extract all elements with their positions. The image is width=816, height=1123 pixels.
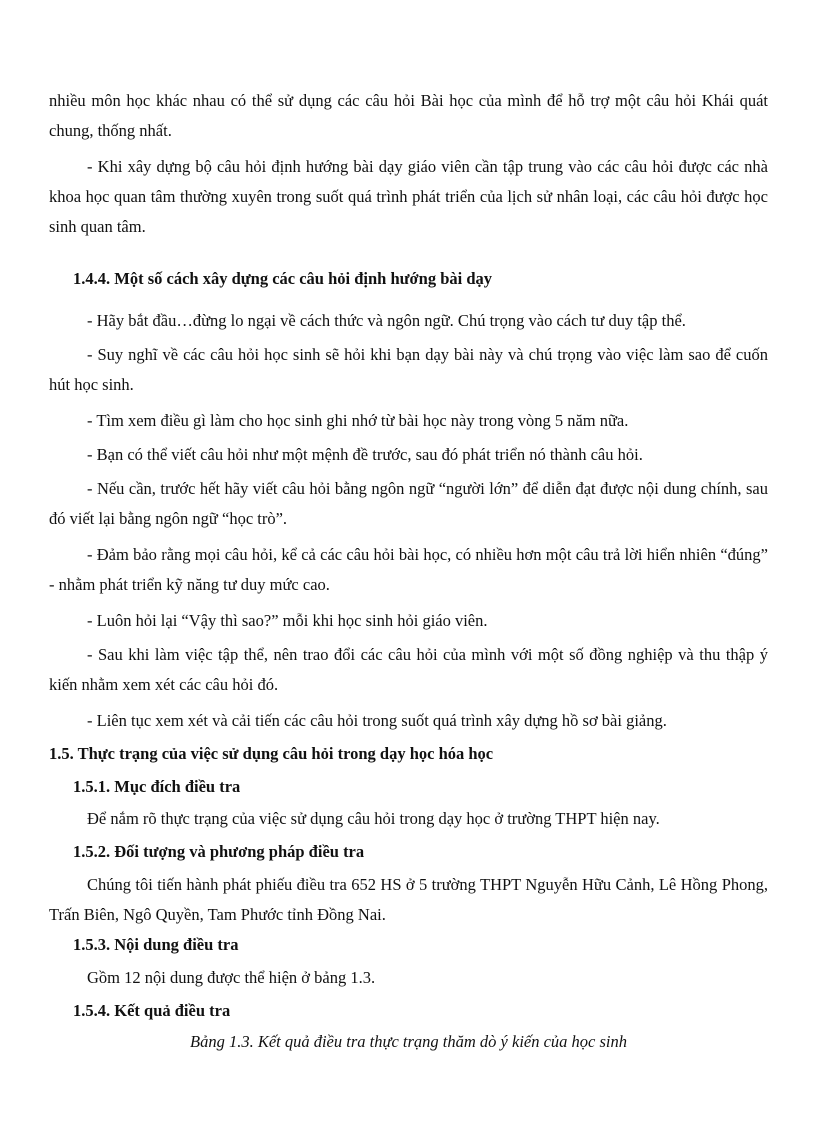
paragraph-subjects: Chúng tôi tiến hành phát phiếu điều tra 652 HS ở 5 trường THPT Nguyễn Hữu Cảnh, Lê Hồng Phong, Trấn Biên, Ngô Quyền, Tam Phước tỉnh Đồng Nai. [49,875,768,924]
heading-1-5-2: 1.5.2. Đối tượng và phương pháp điều tra [73,842,365,861]
heading-1-4-4: 1.4.4. Một số cách xây dựng các câu hỏi định hướng bài dạy [73,269,493,288]
list-item: - Hãy bắt đầu…đừng lo ngại về cách thức và ngôn ngữ. Chú trọng vào cách tư duy tập thể. [87,311,686,330]
table-caption: Bảng 1.3. Kết quả điều tra thực trạng thăm dò ý kiến của học sinh [189,1032,628,1051]
list-item: - Luôn hỏi lại “Vậy thì sao?” mỗi khi học sinh hỏi giáo viên. [87,611,488,630]
paragraph-purpose: Để nắm rõ thực trạng của việc sử dụng câu hỏi trong dạy học ở trường THPT hiện nay. [87,809,660,828]
paragraph-build-questions: - Khi xây dựng bộ câu hỏi định hướng bài dạy giáo viên cần tập trung vào các câu hỏi được các nhà khoa học quan tâm thường xuyên trong suốt quá trình phát triển của lịch sử nhân loại, các câu hỏi được học sinh quan tâm. [49,157,768,236]
list-item: - Nếu cần, trước hết hãy viết câu hỏi bằng ngôn ngữ “người lớn” để diễn đạt được nội dung chính, sau đó viết lại bằng ngôn ngữ “học trò”. [49,479,768,528]
heading-1-5-4: 1.5.4. Kết quả điều tra [73,1001,231,1020]
list-item: - Đảm bảo rằng mọi câu hỏi, kể cả các câu hỏi bài học, có nhiều hơn một câu trả lời hiển nhiên “đúng” - nhằm phát triển kỹ năng tư duy mức cao. [49,545,768,594]
list-item: - Bạn có thể viết câu hỏi như một mệnh đề trước, sau đó phát triển nó thành câu hỏi. [87,445,643,464]
heading-1-5-1: 1.5.1. Mục đích điều tra [73,777,241,796]
paragraph-content: Gồm 12 nội dung được thể hiện ở bảng 1.3. [87,968,376,987]
heading-1-5: 1.5. Thực trạng của việc sử dụng câu hỏi trong dạy học hóa học [49,744,494,763]
paragraph-intro: nhiều môn học khác nhau có thể sử dụng các câu hỏi Bài học của mình để hỗ trợ một câu hỏi Khái quát chung, thống nhất. [49,91,768,140]
list-item: - Liên tục xem xét và cải tiến các câu hỏi trong suốt quá trình xây dựng hồ sơ bài giảng. [87,711,667,730]
list-item: - Suy nghĩ về các câu hỏi học sinh sẽ hỏi khi bạn dạy bài này và chú trọng vào việc làm sao để cuốn hút học sinh. [49,345,768,394]
heading-1-5-3: 1.5.3. Nội dung điều tra [73,935,239,954]
list-item: - Sau khi làm việc tập thể, nên trao đổi các câu hỏi của mình với một số đồng nghiệp và thu thập ý kiến nhằm xem xét các câu hỏi đó. [49,645,768,694]
list-item: - Tìm xem điều gì làm cho học sinh ghi nhớ từ bài học này trong vòng 5 năm nữa. [87,411,629,430]
